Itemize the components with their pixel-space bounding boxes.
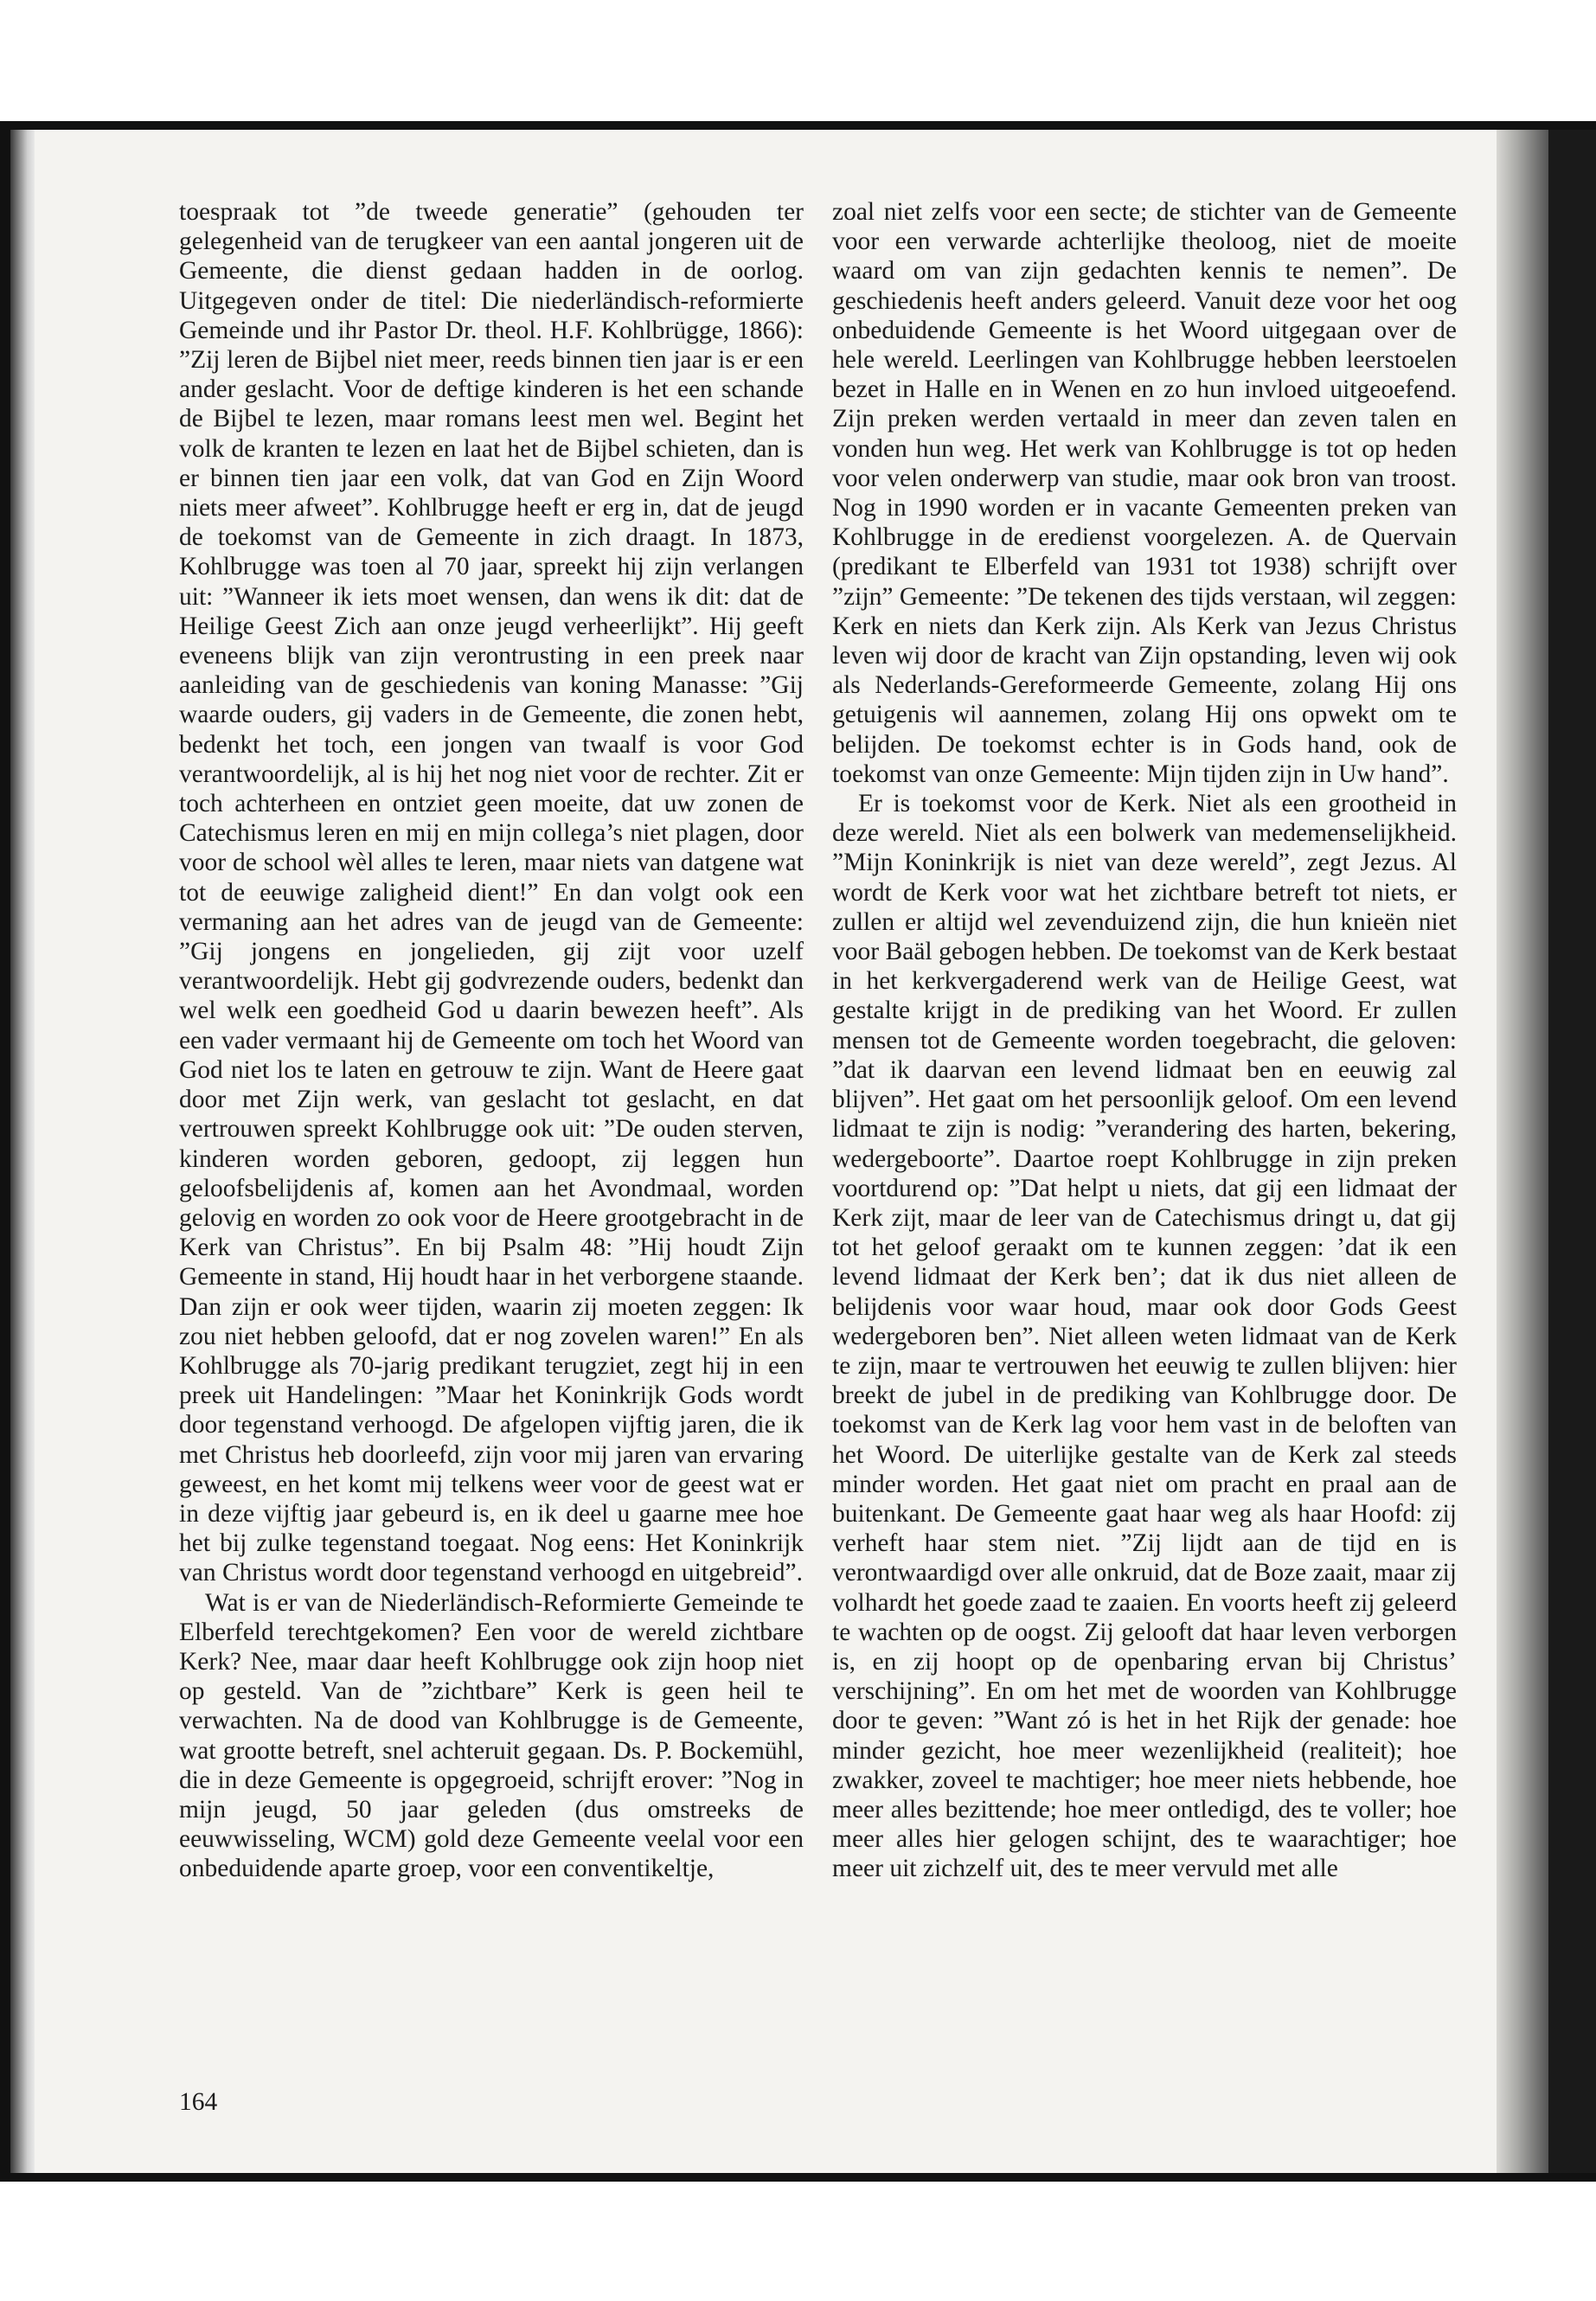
binding-shadow-left: [10, 130, 35, 2173]
scan-border-right: [1548, 130, 1596, 2173]
paragraph: Er is toekomst voor de Kerk. Niet als een grootheid in deze wereld. Niet als een bolwerk van medemenselijkheid. ”Mijn Koninkrijk is niet van deze wereld”, zegt Jezus. Al wordt de Kerk voor wat het zichtbare betreft tot niets, er zullen er altijd wel zevenduizend zijn, die hun knieën niet voor Baäl gebogen hebben. De toekomst van de Kerk bestaat in het kerkvergaderend werk van de Heilige Geest, wat gestalte krijgt in de prediking van het Woord. Er zullen mensen tot de Gemeente worden toegebracht, die geloven: ”dat ik daarvan een levend lidmaat ben en eeuwig zal blijven”. Het gaat om het persoonlijk geloof. Om een levend lidmaat te zijn is nodig: ”verandering des harten, bekering, wedergeboorte”. Daartoe roept Kohlbrugge in zijn preken voortdurend op: ”Dat helpt u niets, dat gij een lidmaat der Kerk zijt, maar de leer van de Catechismus dringt u, dat gij tot het geloof geraakt om te kunnen zeggen: ’dat ik een levend lidmaat der Kerk ben’; dat ik dus niet alleen de belijdenis voor waar houd, maar ook door Gods Geest wedergeboren ben”. Niet alleen weten lidmaat van de Kerk te zijn, maar te vertrouwen het eeuwig te zullen blijven: hier breekt de jubel in de prediking van Kohlbrugge door. De toekomst van de Kerk lag voor hem vast in de beloften van het Woord. De uiterlijke gestalte van de Kerk zal steeds minder worden. Het gaat niet om pracht en praal aan de buitenkant. De Gemeente gaat haar weg als haar Hoofd: zij verheft haar stem niet. ”Zij lijdt aan de tijd en is verontwaardigd over alle onkruid, dat de Boze zaait, maar zij volhardt het goede zaad te zaaien. En voorts heeft zij geleerd te wachten op de oogst. Zij gelooft dat haar leven verborgen is, en zij hoopt op de openbaring ervan bij Christus’ verschijning”. En om het met de woorden van Kohlbrugge door te geven: ”Want zó is het in het Rijk der genade: hoe minder gezicht, hoe meer wezenlijkheid (realiteit); hoe zwakker, zoveel te machtiger; hoe meer niets hebbende, hoe meer alles bezittende; hoe meer ontledigd, des te voller; hoe meer alles hier gelogen schijnt, des te waarachtiger; hoe meer uit zichzelf uit, des te meer vervuld met alle: [832, 790, 1457, 1883]
bottom-margin: [0, 2182, 1596, 2301]
top-margin: [0, 0, 1596, 128]
page-edge-shadow-right: [1497, 130, 1548, 2173]
page-number: 164: [179, 2088, 218, 2116]
text-column-left: [179, 197, 804, 1884]
paragraph: Wat is er van de Niederländisch-Reformierte Gemeinde te Elberfeld terechtgekomen? Een voor de wereld zichtbare Kerk? Nee, maar daar heeft Kohlbrugge ook zijn hoop niet op gesteld. Van de ”zichtbare” Kerk is geen heil te verwachten. Na de dood van Kohlbrugge is de Gemeente, wat grootte betreft, snel achteruit gegaan. Ds. P. Bockemühl, die in deze Gemeente is opgegroeid, schrijft erover: ”Nog in mijn jeugd, 50 jaar geleden (dus omstreeks de eeuwwisseling, WCM) gold deze Gemeente veelal voor een onbeduidende aparte groep, voor een conventikeltje,: [179, 1588, 804, 1883]
paragraph: toespraak tot ”de tweede generatie” (gehouden ter gelegenheid van de terugkeer van een aantal jongeren uit de Gemeente, die dienst gedaan hadden in de oorlog. Uitgegeven onder de titel: Die niederländisch-reformierte Gemeinde und ihr Pastor Dr. theol. H.F. Kohlbrügge, 1866): ”Zij leren de Bijbel niet meer, reeds binnen tien jaar is er een ander geslacht. Voor de deftige kinderen is het een schande de Bijbel te lezen, maar romans leest men wel. Begint het volk de kranten te lezen en laat het de Bijbel schieten, dan is er binnen tien jaar een volk, dat van God en Zijn Woord niets meer afweet”. Kohlbrugge heeft er erg in, dat de jeugd de toekomst van de Gemeente in zich draagt. In 1873, Kohlbrugge was toen al 70 jaar, spreekt hij zijn verlangen uit: ”Wanneer ik iets moet wensen, dan wens ik dit: dat de Heilige Geest Zich aan onze jeugd verheerlijkt”. Hij geeft eveneens blijk van zijn verontrusting in een preek naar aanleiding van de geschiedenis van koning Manasse: ”Gij waarde ouders, gij vaders in de Gemeente, die zonen hebt, bedenkt het toch, een jongen van twaalf is voor God verantwoordelijk, al is hij het nog niet voor de rechter. Zit er toch achterheen en ontziet geen moeite, dat uw zonen de Catechismus leren en mij en mijn collega’s niet plagen, door voor de school wèl alles te leren, maar niets van datgene wat tot de eeuwige zaligheid dient!” En dan volgt ook een vermaning aan het adres van de jeugd van de Gemeente: ”Gij jongens en jongelieden, gij zijt voor uzelf verantwoordelijk. Hebt gij godvrezende ouders, bedenkt dan wel welk een goedheid God u daarin bewezen heeft”. Als een vader vermaant hij de Gemeente om toch het Woord van God niet los te laten en getrouw te zijn. Want de Heere gaat door met Zijn werk, van geslacht tot geslacht, en dat vertrouwen spreekt Kohlbrugge ook uit: ”De ouden sterven, kinderen worden geboren, gedoopt, zij leggen hun geloofsbelijdenis af, komen aan het Avondmaal, worden gelovig en worden zo ook voor de Heere grootgebracht in de Kerk van Christus”. En bij Psalm 48: ”Hij houdt Zijn Gemeente in stand, Hij houdt haar in het verborgene staande. Dan zijn er ook weer tijden, waarin zij moeten zeggen: Ik zou niet hebben geloofd, dat er nog zovelen waren!” En als Kohlbrugge als 70-jarig predikant terugziet, zegt hij in een preek uit Handelingen: ”Maar het Koninkrijk Gods wordt door tegenstand verhoogd. De afgelopen vijftig jaren, die ik met Christus heb doorleefd, zijn voor mij jaren van ervaring geweest, en het komt mij telkens weer voor de geest wat er in deze vijftig jaar gebeurd is, en ik deel u gaarne mee hoe het bij zulke tegenstand toegaat. Nog eens: Het Koninkrijk van Christus wordt door tegenstand verhoogd en uitgebreid”.: [179, 198, 804, 1587]
paragraph: zoal niet zelfs voor een secte; de stichter van de Gemeente voor een verwarde achterlijke theoloog, niet de moeite waard om van zijn gedachten kennis te nemen”. De geschiedenis heeft anders geleerd. Vanuit deze voor het oog onbeduidende Gemeente is het Woord uitgegaan over de hele wereld. Leerlingen van Kohlbrugge hebben leerstoelen bezet in Halle en in Wenen en zo hun invloed uitgeoefend. Zijn preken werden vertaald in meer dan zeven talen en vonden hun weg. Het werk van Kohlbrugge is tot op heden voor velen onderwerp van studie, maar ook bron van troost. Nog in 1990 worden er in vacante Gemeenten preken van Kohlbrugge in de eredienst voorgelezen. A. de Quervain (predikant te Elberfeld van 1931 tot 1938) schrijft over ”zijn” Gemeente: ”De tekenen des tijds verstaan, wil zeggen: Kerk en niets dan Kerk zijn. Als Kerk van Jezus Christus leven wij door de kracht van Zijn opstanding, leven wij ook als Nederlands-Gereformeerde Gemeente, zolang Hij ons getuigenis wil aannemen, zolang Hij ons opwekt om te belijden. De toekomst echter is in Gods hand, ook de toekomst van onze Gemeente: Mijn tijden zijn in Uw hand”.: [832, 198, 1457, 788]
text-column-right: [832, 197, 1457, 1884]
